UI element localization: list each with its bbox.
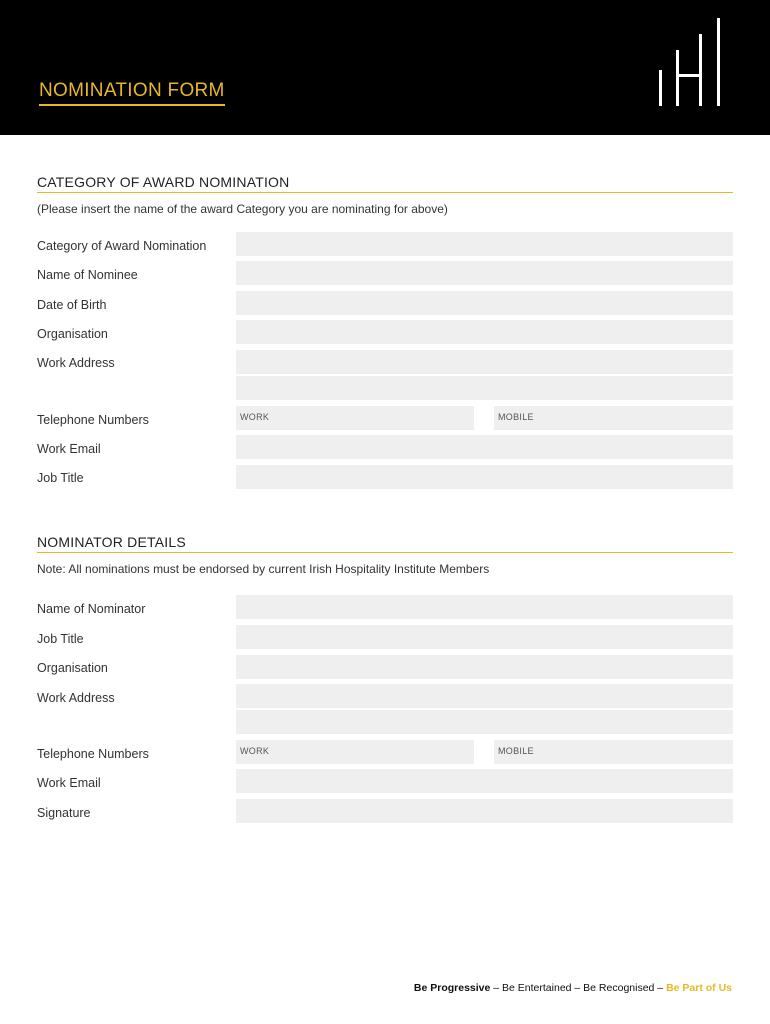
label-nominator-email: Work Email bbox=[37, 776, 101, 790]
footer-tagline bbox=[414, 982, 732, 994]
mobile-placeholder: MOBILE bbox=[498, 412, 534, 422]
work-placeholder: WORK bbox=[240, 412, 270, 422]
label-nominee: Name of Nominee bbox=[37, 268, 138, 282]
tagline-part-1: Be Progressive bbox=[413, 982, 491, 994]
nominator-mobile-phone-field[interactable] bbox=[494, 740, 733, 764]
tagline-part-2: – Be Entertained – Be Recognised – bbox=[490, 982, 667, 994]
section-title-category: CATEGORY OF AWARD NOMINATION bbox=[37, 173, 733, 193]
label-nominator-address: Work Address bbox=[37, 691, 115, 705]
nominee-work-phone-field[interactable] bbox=[236, 406, 474, 430]
date-of-birth-field[interactable] bbox=[236, 291, 733, 315]
page-title: NOMINATION FORM bbox=[39, 79, 225, 106]
category-field[interactable] bbox=[236, 232, 733, 256]
label-nominator-organisation: Organisation bbox=[37, 661, 108, 675]
nominee-address-field-1[interactable] bbox=[236, 350, 733, 374]
tagline-part-3: Be Part of Us bbox=[666, 982, 732, 994]
label-category: Category of Award Nomination bbox=[37, 239, 207, 253]
section-note-category: (Please insert the name of the award Category you are nominating for above) bbox=[37, 202, 448, 216]
ihi-logo-icon bbox=[656, 16, 724, 110]
label-telephone: Telephone Numbers bbox=[37, 413, 149, 427]
mobile-placeholder: MOBILE bbox=[498, 746, 534, 756]
nominee-organisation-field[interactable] bbox=[236, 320, 733, 344]
nominator-email-field[interactable] bbox=[236, 769, 733, 793]
label-work-email: Work Email bbox=[37, 442, 101, 456]
signature-field[interactable] bbox=[236, 799, 733, 823]
nominator-organisation-field[interactable] bbox=[236, 655, 733, 679]
label-signature: Signature bbox=[37, 806, 91, 820]
nominee-job-title-field[interactable] bbox=[236, 465, 733, 489]
work-placeholder: WORK bbox=[240, 746, 270, 756]
label-dob: Date of Birth bbox=[37, 298, 107, 312]
nominator-address-field-1[interactable] bbox=[236, 684, 733, 708]
nominator-address-field-2[interactable] bbox=[236, 710, 733, 734]
nominee-address-field-2[interactable] bbox=[236, 376, 733, 400]
label-organisation: Organisation bbox=[37, 327, 108, 341]
section-note-nominator: Note: All nominations must be endorsed by current Irish Hospitality Institute Members bbox=[37, 562, 490, 576]
nominee-email-field[interactable] bbox=[236, 435, 733, 459]
nominator-job-title-field[interactable] bbox=[236, 625, 733, 649]
nominator-work-phone-field[interactable] bbox=[236, 740, 474, 764]
nominator-name-field[interactable] bbox=[236, 595, 733, 619]
section-title-nominator: NOMINATOR DETAILS bbox=[37, 533, 733, 553]
label-work-address: Work Address bbox=[37, 356, 115, 370]
label-nominator-name: Name of Nominator bbox=[37, 602, 146, 616]
label-job-title: Job Title bbox=[37, 471, 84, 485]
header-banner bbox=[0, 0, 770, 135]
nominee-mobile-phone-field[interactable] bbox=[494, 406, 733, 430]
label-nominator-telephone: Telephone Numbers bbox=[37, 747, 149, 761]
label-nominator-job: Job Title bbox=[37, 632, 84, 646]
nominee-name-field[interactable] bbox=[236, 261, 733, 285]
